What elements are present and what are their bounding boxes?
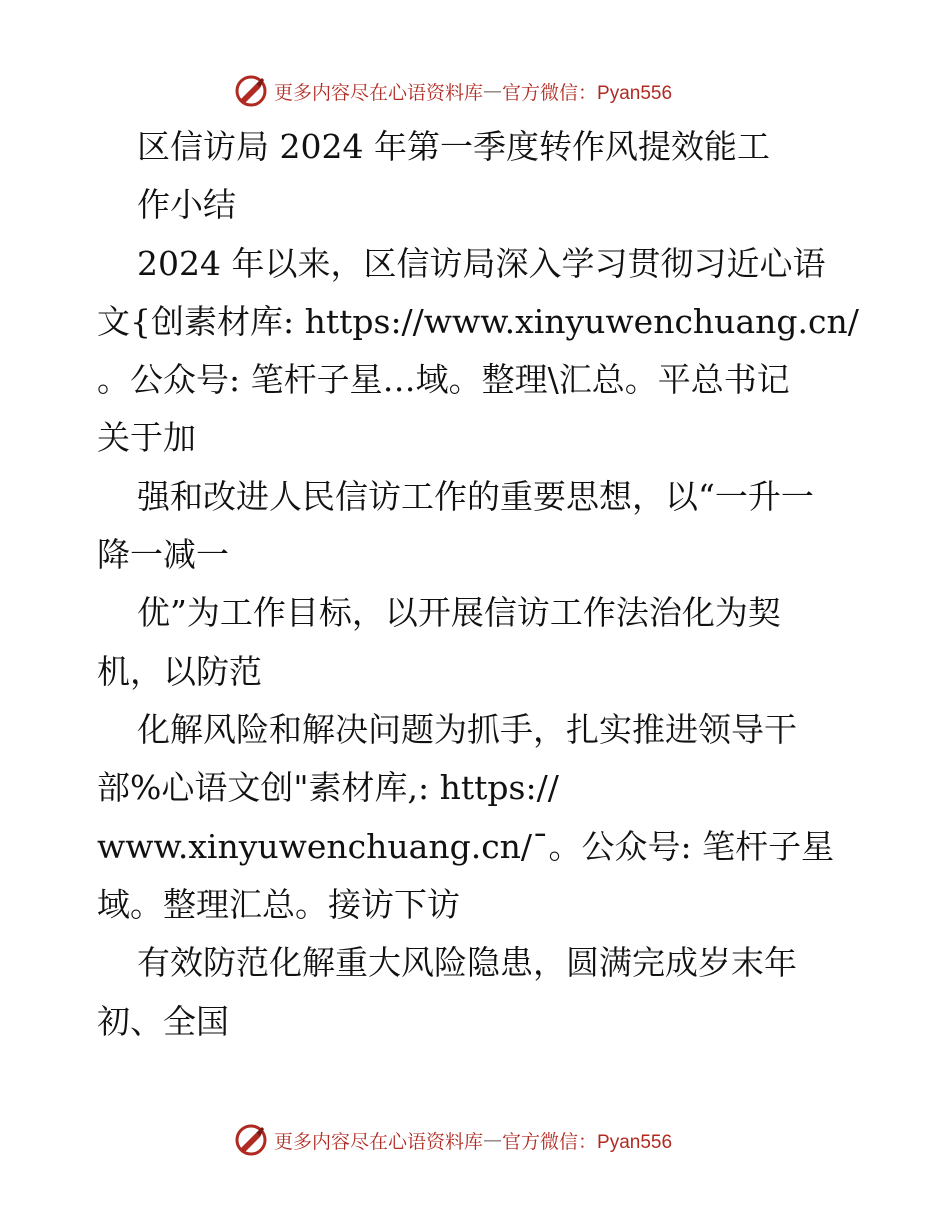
body-text-line: 有效防范化解重大风险隐患，圆满完成岁末年 [137, 943, 797, 982]
watermark-contact: 官方微信：Pyan556 [502, 1131, 673, 1153]
watermark-header [234, 72, 672, 110]
body-text-line: 。公众号: 笔杆子星…域。整理\汇总。平总书记 [97, 360, 790, 399]
document-title-line-1: 区信访局 2024 年第一季度转作风提效能工 [137, 127, 770, 166]
body-text-line: 域。整理汇总。接访下访 [97, 885, 460, 924]
body-text-line: 降一减一 [97, 535, 229, 574]
body-text-line: 关于加 [97, 418, 196, 457]
watermark-contact: 官方微信：Pyan556 [502, 82, 673, 104]
watermark-separator: — [483, 80, 503, 102]
body-text-line: 部%心语文创"素材库,: https:// [97, 768, 559, 807]
body-text-line: 优”为工作目标，以开展信访工作法治化为契 [137, 593, 781, 632]
body-text-line: 化解风险和解决问题为抓手，扎实推进领导干 [137, 710, 797, 749]
body-text-line: 2024 年以来，区信访局深入学习贯彻习近心语 [137, 244, 826, 283]
pen-logo-icon [234, 1123, 268, 1157]
watermark-footer [234, 1121, 672, 1159]
pen-logo-icon [234, 74, 268, 108]
body-text-line: www.xinyuwenchuang.cn/¯。公众号: 笔杆子星 [97, 827, 835, 866]
watermark-separator: — [483, 1129, 503, 1151]
body-text-line: 初、全国 [97, 1002, 229, 1041]
watermark-text: 更多内容尽在心语资料库 [274, 81, 484, 104]
document-title-line-2: 作小结 [137, 185, 236, 224]
body-text-line: 机，以防范 [97, 652, 262, 691]
body-text-line: 强和改进人民信访工作的重要思想，以“一升一 [137, 477, 814, 516]
watermark-text: 更多内容尽在心语资料库 [274, 1130, 484, 1153]
body-text-line: 文{创素材库: https://www.xinyuwenchuang.cn/ [97, 302, 859, 341]
